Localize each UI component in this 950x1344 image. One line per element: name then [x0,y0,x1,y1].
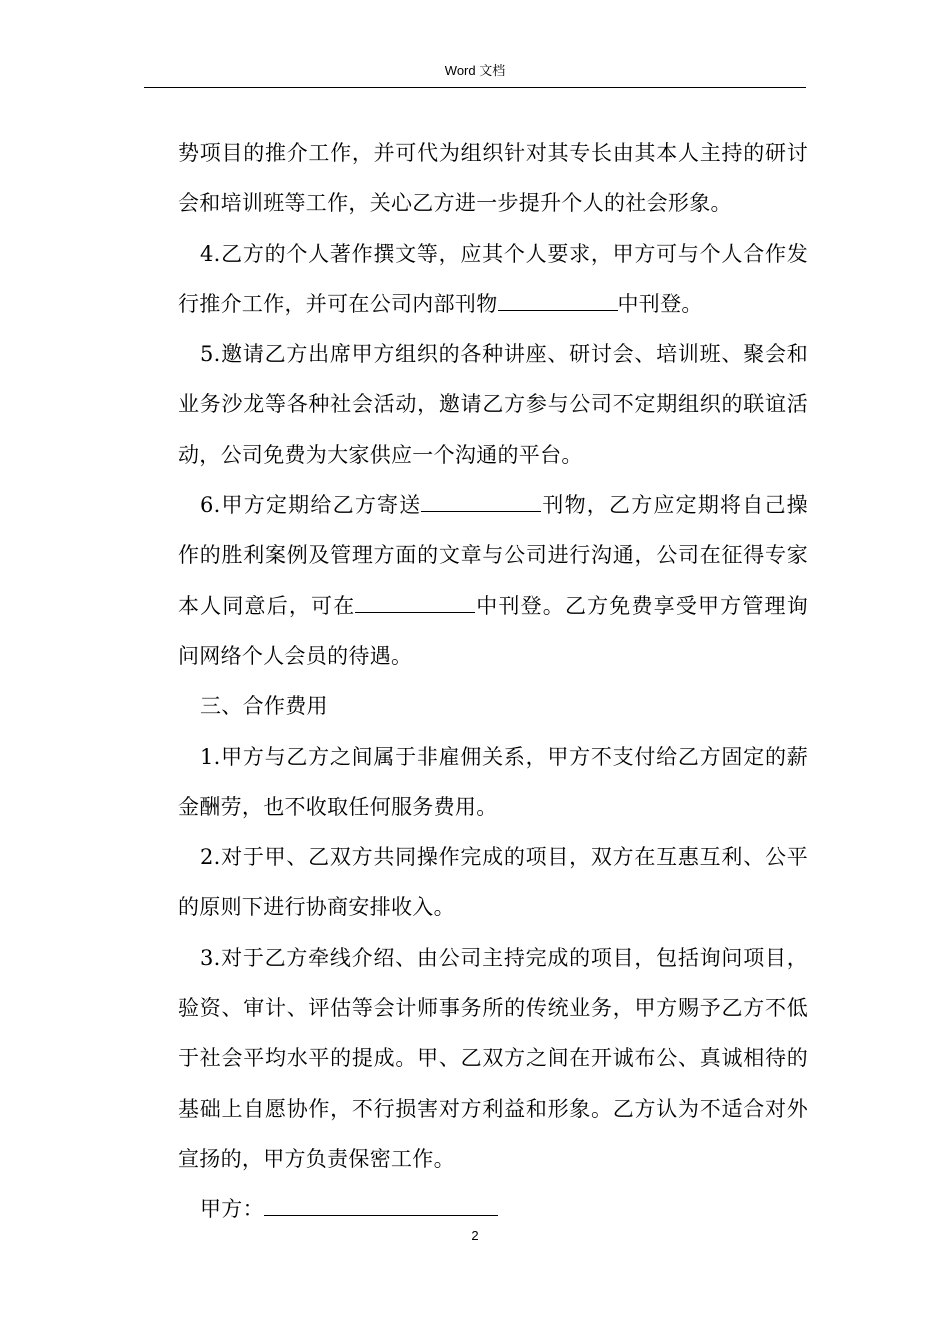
fill-in-blank [498,294,618,311]
paragraph-item-6-part2: 刊物，乙方应定期将自己操作的胜利案例及管理方面的文章与公司进行沟通，公司在征得专家本人同意后，可在 [178,493,808,618]
signature-label-party-a: 甲方： [200,1197,264,1222]
signature-blank [264,1199,498,1216]
signature-line-party-a [178,1184,808,1234]
paragraph-continuation: 势项目的推介工作，并可代为组织针对其专长由其本人主持的研讨会和培训班等工作，关心乙方进一步提升个人的社会形象。 [178,141,808,216]
paragraph-item-4-text-before: 4.乙方的个人著作撰文等，应其个人要求，甲方可与个人合作发行推介工作，并可在公司内部刊物 [178,241,808,316]
page-header-title: Word 文档 [444,63,506,78]
page-number: 2 [471,1228,479,1243]
section-heading-cooperation-fees: 三、合作费用 [200,694,328,719]
paragraph-item-6 [178,480,808,681]
paragraph-fee-item-1: 1.甲方与乙方之间属于非雇佣关系，甲方不支付给乙方固定的薪金酬劳，也不收取任何服务费用。 [178,744,808,819]
fill-in-blank [355,596,475,613]
paragraph-fee-item-3: 3.对于乙方牵线介绍、由公司主持完成的项目，包括询问项目，验资、审计、评估等会计师事务所的传统业务，甲方赐予乙方不低于社会平均水平的提成。甲、乙双方之间在开诚布公、真诚相待的基础上自愿协作，不行损害对方利益和形象。乙方认为不适合对外宣扬的，甲方负责保密工作。 [178,945,808,1171]
document-body [178,128,808,1235]
paragraph-item-5: 5.邀请乙方出席甲方组织的各种讲座、研讨会、培训班、聚会和业务沙龙等各种社会活动，邀请乙方参与公司不定期组织的联谊活动，公司免费为大家供应一个沟通的平台。 [178,342,808,467]
paragraph-item-4 [178,229,808,330]
fill-in-blank [421,495,541,512]
header-divider [144,87,806,88]
paragraph-item-6-part1: 6.甲方定期给乙方寄送 [200,493,422,518]
paragraph-item-4-text-after: 中刊登。 [617,291,703,316]
paragraph-item-6-part3: 中刊登。乙方免费享受甲方管理询问网络个人会员的待遇。 [178,593,808,668]
paragraph-fee-item-2: 2.对于甲、乙双方共同操作完成的项目，双方在互惠互利、公平的原则下进行协商安排收入。 [178,845,808,920]
